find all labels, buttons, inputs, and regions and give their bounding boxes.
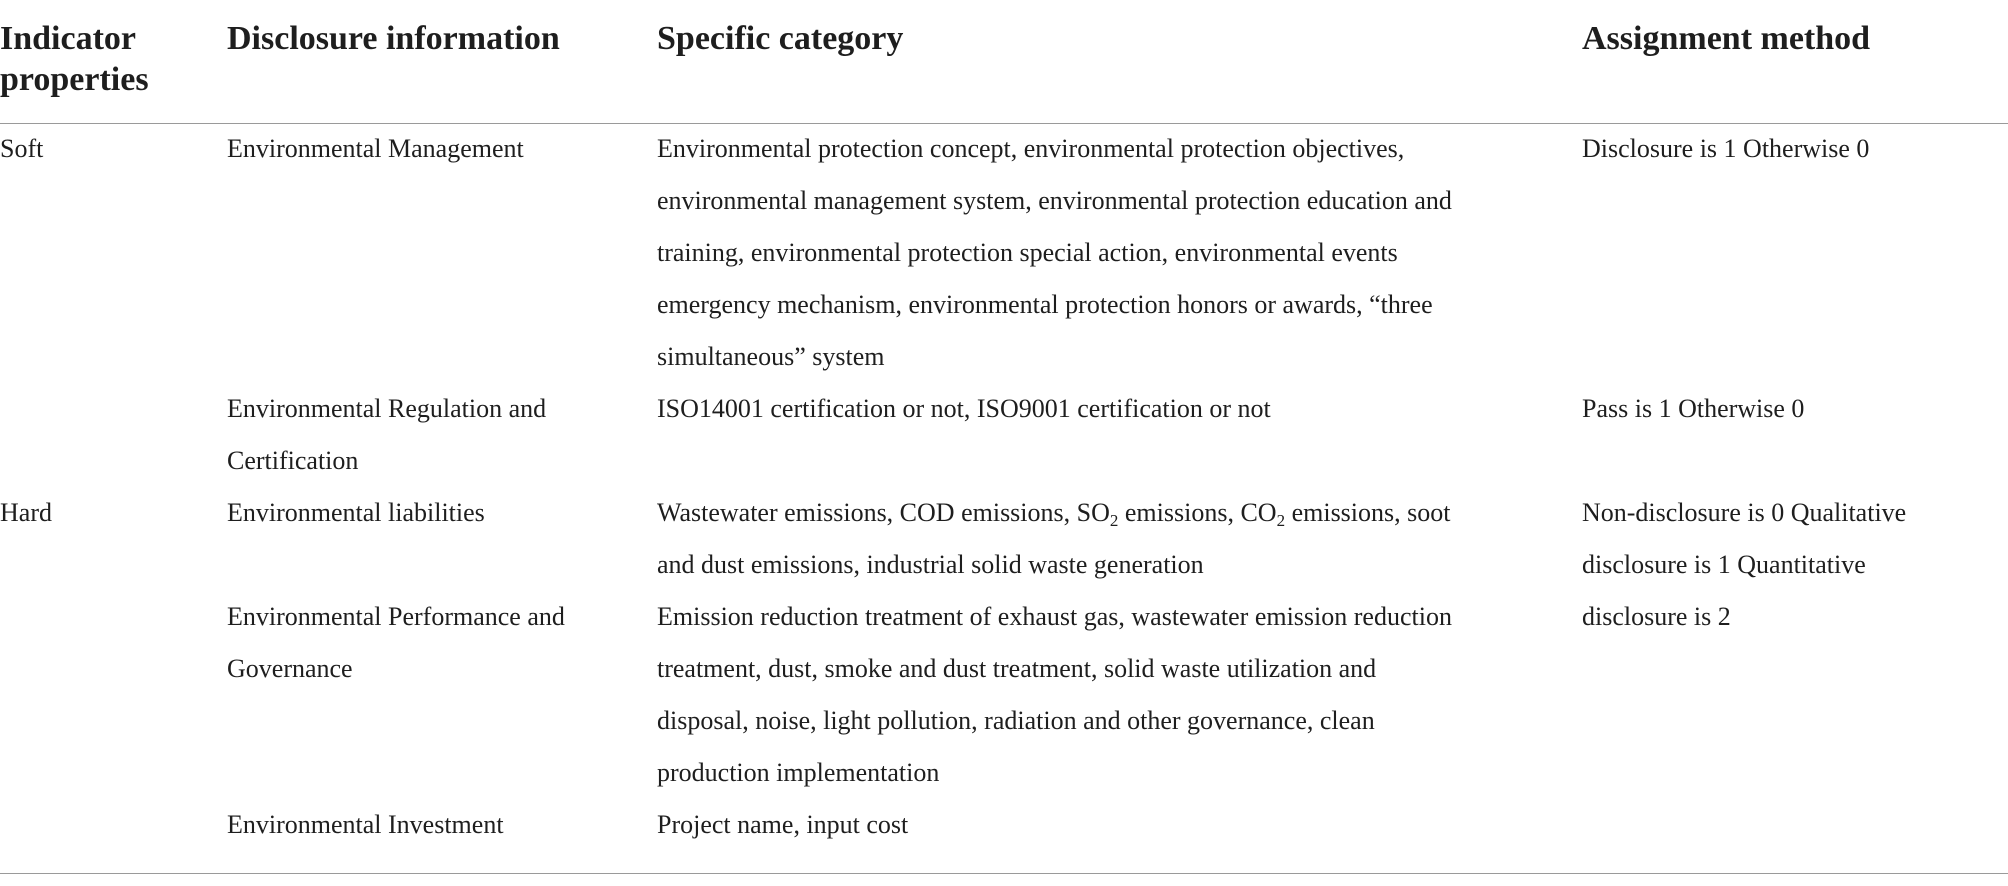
bottom-rule bbox=[0, 873, 2008, 874]
category-line: disposal, noise, light pollution, radiation and other governance, clean bbox=[657, 706, 1375, 735]
disclosure-env-performance bbox=[227, 591, 565, 695]
subscript: 2 bbox=[1109, 511, 1119, 530]
disclosure-line: Certification bbox=[227, 446, 359, 475]
text-segment: Wastewater emissions, COD emissions, SO bbox=[657, 498, 1110, 527]
text-segment: emissions, CO bbox=[1118, 498, 1277, 527]
indicator-soft: Soft bbox=[0, 134, 44, 163]
category-env-regulation: ISO14001 certification or not, ISO9001 certification or not bbox=[657, 394, 1271, 423]
header-assignment-method: Assignment method bbox=[1582, 20, 1871, 57]
category-line: production implementation bbox=[657, 758, 940, 787]
category-line: environmental management system, environmental protection education and bbox=[657, 186, 1452, 215]
text-segment: emissions, soot bbox=[1285, 498, 1451, 527]
assignment-env-management: Disclosure is 1 Otherwise 0 bbox=[1582, 134, 1870, 163]
header-indicator-line1: Indicator bbox=[0, 20, 136, 57]
indicator-hard: Hard bbox=[0, 498, 52, 527]
category-line: training, environmental protection special action, environmental events bbox=[657, 238, 1398, 267]
category-env-liabilities bbox=[657, 487, 1451, 591]
disclosure-line: Governance bbox=[227, 654, 353, 683]
header-disclosure-information: Disclosure information bbox=[227, 20, 560, 57]
subscript: 2 bbox=[1276, 511, 1286, 530]
category-line: Emission reduction treatment of exhaust gas, wastewater emission reduction bbox=[657, 602, 1452, 631]
disclosure-line: Environmental Performance and bbox=[227, 602, 565, 631]
category-env-management bbox=[657, 123, 1452, 383]
disclosure-env-liabilities: Environmental liabilities bbox=[227, 498, 485, 527]
category-env-investment: Project name, input cost bbox=[657, 810, 909, 839]
assignment-line: disclosure is 1 Quantitative bbox=[1582, 550, 1866, 579]
assignment-env-regulation: Pass is 1 Otherwise 0 bbox=[1582, 394, 1805, 423]
header-indicator-properties bbox=[0, 18, 149, 100]
category-line: and dust emissions, industrial solid waste generation bbox=[657, 550, 1204, 579]
assignment-line: Non-disclosure is 0 Qualitative bbox=[1582, 498, 1907, 527]
category-line: Environmental protection concept, environmental protection objectives, bbox=[657, 134, 1405, 163]
assignment-line: disclosure is 2 bbox=[1582, 602, 1731, 631]
assignment-env-liabilities bbox=[1582, 487, 1906, 643]
disclosure-env-investment: Environmental Investment bbox=[227, 810, 504, 839]
category-env-performance bbox=[657, 591, 1452, 799]
disclosure-env-management: Environmental Management bbox=[227, 134, 524, 163]
disclosure-env-regulation bbox=[227, 383, 546, 487]
disclosure-line: Environmental Regulation and bbox=[227, 394, 547, 423]
header-specific-category: Specific category bbox=[657, 20, 904, 57]
category-line: simultaneous” system bbox=[657, 342, 885, 371]
category-line bbox=[657, 487, 1451, 539]
category-line: emergency mechanism, environmental protection honors or awards, “three bbox=[657, 290, 1433, 319]
category-line: treatment, dust, smoke and dust treatment, solid waste utilization and bbox=[657, 654, 1377, 683]
header-indicator-line2: properties bbox=[0, 61, 149, 98]
